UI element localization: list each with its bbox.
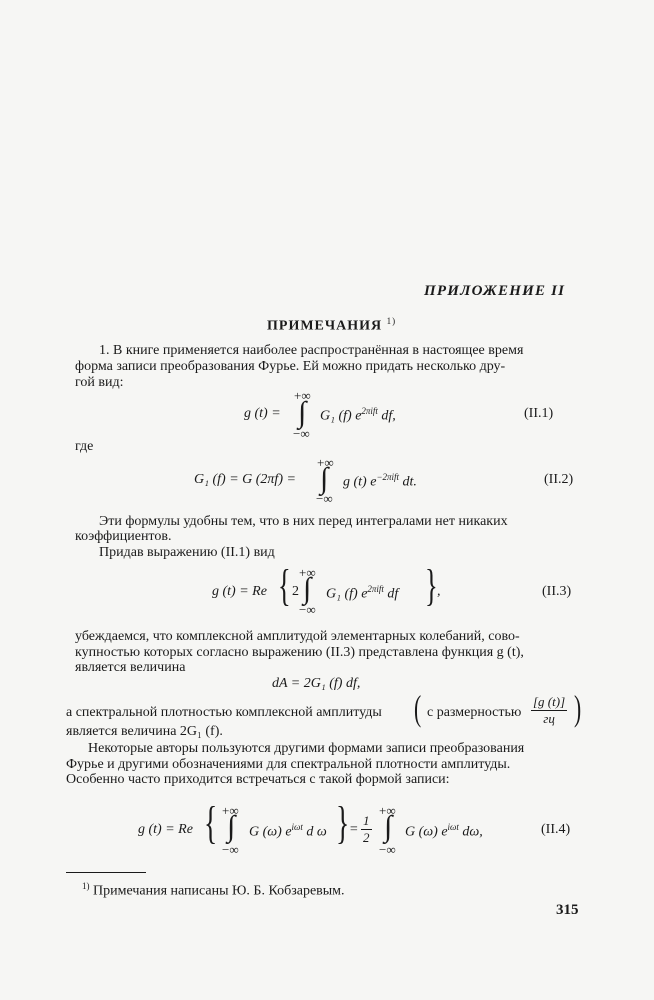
dA-formula: dA = 2G₁ (f) df, <box>272 676 361 691</box>
eq1-label: (II.1) <box>524 406 554 421</box>
eq4-lower-limit-2: −∞ <box>379 842 396 857</box>
eq1-integral-sign: ∫ <box>298 396 307 429</box>
p1-line3: гой вид: <box>75 375 124 390</box>
eq2-integral-sign: ∫ <box>320 462 329 495</box>
footnote-rule <box>66 872 146 873</box>
footnote-mark: 1) <box>82 881 90 891</box>
eq4-lhs: g (t) = Re <box>138 822 193 837</box>
p5-right-paren: ) <box>574 688 582 728</box>
eq3-lower-limit: −∞ <box>299 602 316 617</box>
where-label: где <box>75 439 94 454</box>
eq4-integral-sign-2: ∫ <box>384 810 393 843</box>
dimension-denominator: гц <box>543 711 555 726</box>
eq3-coef: 2 <box>292 584 299 599</box>
eq3-label: (II.3) <box>542 584 572 599</box>
eq3-upper-limit: +∞ <box>299 565 316 580</box>
eq4-upper-limit: +∞ <box>222 803 239 818</box>
eq4-integrand: G (ω) $e^{i\omega t}$ d ω <box>249 822 327 840</box>
eq1-lhs: g (t) = <box>244 406 281 421</box>
eq2-lower-limit: −∞ <box>316 491 333 506</box>
eq1-upper-limit: +∞ <box>294 388 311 403</box>
p5-left-paren: ( <box>414 688 422 728</box>
p4-line2: купностью которых согласно выражению (II.3) представлена функция g (t), <box>75 645 524 660</box>
eq2-upper-limit: +∞ <box>317 455 334 470</box>
p6-line1: Некоторые авторы пользуются другими формами записи преобразования <box>88 741 525 756</box>
eq1-lower-limit: −∞ <box>293 426 310 441</box>
p4-line3: является величина <box>75 660 186 675</box>
p5-line2: является величина 2G₁ (f). <box>66 724 223 739</box>
eq4-equals: = <box>349 822 359 837</box>
eq2-integrand: g (t) $e^{-2\pi ift}$ dt. <box>343 472 417 490</box>
eq4-half <box>361 813 372 846</box>
eq1-integrand: G₁ (f) $e^{2\pi ift}$ df, <box>320 406 396 424</box>
p2-line2: коэффициентов. <box>75 529 172 544</box>
eq4-integrand-2: G (ω) $e^{i\omega t}$ dω, <box>405 822 483 840</box>
p1-line1: 1. В книге применяется наиболее распространённая в настоящее время <box>99 343 524 358</box>
p5-line1: а спектральной плотностью комплексной амплитуды <box>66 705 382 720</box>
eq3-right-brace: } <box>425 561 438 610</box>
eq2-lhs: G₁ (f) = G (2πf) = <box>194 472 296 487</box>
footnote-text: Примечания написаны Ю. Б. Кобзаревым. <box>93 883 345 899</box>
eq3-lhs: g (t) = Re <box>212 584 267 599</box>
eq3-left-brace: { <box>278 561 291 610</box>
eq4-label: (II.4) <box>541 822 571 837</box>
eq4-lower-limit: −∞ <box>222 842 239 857</box>
eq3-tail: , <box>437 584 441 599</box>
eq4-half-numerator: 1 <box>363 813 370 828</box>
page-number: 315 <box>556 902 579 918</box>
eq4-right-brace: } <box>336 797 350 848</box>
p6-line3: Особенно часто приходится встречаться с такой формой записи: <box>66 772 450 787</box>
p3-line: Придав выражению (II.1) вид <box>99 545 275 560</box>
dimension-fraction <box>531 694 567 727</box>
eq3-integral-sign: ∫ <box>303 572 312 605</box>
eq4-upper-limit-2: +∞ <box>379 803 396 818</box>
eq4-left-brace: { <box>204 797 218 848</box>
p6-line2: Фурье и другими обозначениями для спектральной плотности амплитуды. <box>66 757 511 772</box>
eq2-label: (II.2) <box>544 472 574 487</box>
eq4-integral-sign: ∫ <box>227 810 236 843</box>
p5-with-dimension: с размерностью <box>427 705 522 720</box>
eq4-half-denominator: 2 <box>363 830 370 845</box>
p4-line1: убеждаемся, что комплексной амплитудой элементарных колебаний, сово- <box>75 629 520 644</box>
footnote <box>82 881 345 900</box>
section-title: ПРИМЕЧАНИЯ $^{1)}$ <box>267 316 397 334</box>
eq3-integrand: G₁ (f) $e^{2\pi ift}$ df <box>326 584 399 602</box>
p1-line2: форма записи преобразования Фурье. Ей можно придать несколько дру- <box>75 359 506 374</box>
p2-line1: Эти формулы удобны тем, что в них перед интегралами нет никаких <box>99 514 508 529</box>
appendix-heading: ПРИЛОЖЕНИЕ II <box>424 283 566 299</box>
title-footnote-mark: 1) <box>386 316 397 326</box>
dimension-numerator: [g (t)] <box>533 694 566 709</box>
